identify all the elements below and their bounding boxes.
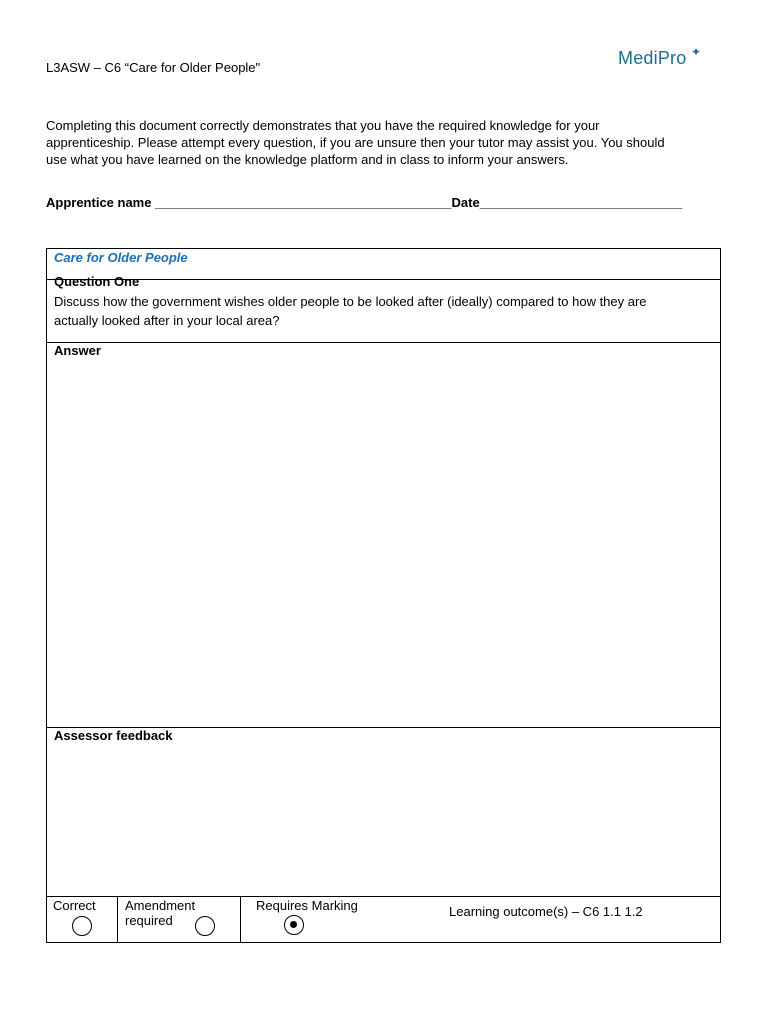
answer-text-area[interactable] [52,363,715,722]
date-field[interactable]: ____________________________ [479,195,683,210]
answer-label: Answer [54,343,101,358]
apprentice-name-label: Apprentice name [46,195,152,210]
requires-marking-label: Requires Marking [256,898,358,913]
answer-row [47,343,720,728]
intro-paragraph: Completing this document correctly demonstrates that you have the required knowledge for your apprenticeship. Please attempt every question, if you are unsure then your tutor may assist you. You should use what you have learned on the knowledge platform and in class to inform your answers. [46,118,665,167]
apprentice-name-line [46,195,682,210]
question-form-table [46,248,721,943]
section-title: Care for Older People [54,250,188,265]
section-row [47,249,720,280]
assessor-feedback-area[interactable] [52,748,715,891]
correct-radio[interactable] [72,916,92,936]
correct-label: Correct [53,898,96,913]
question-row [47,274,720,343]
question-label: Question One [54,274,140,289]
date-label: Date [451,195,480,210]
document-title: L3ASW – C6 “Care for Older People" [46,60,261,75]
amendment-radio[interactable] [195,916,215,936]
assessor-feedback-label: Assessor feedback [54,728,173,743]
question-text: Discuss how the government wishes older people to be looked after (ideally) compared to how they are actually looked after in your local area? [54,294,647,328]
requires-marking-cell [241,897,431,942]
logo-star-icon: ✦ [691,45,702,59]
correct-cell [47,897,118,942]
feedback-row [47,728,720,897]
amendment-label: Amendment required [125,898,196,928]
amendment-cell [118,897,241,942]
status-row [47,897,720,942]
apprentice-name-field[interactable]: _________________________________________ [155,195,452,210]
requires-marking-radio[interactable] [284,915,304,935]
medipro-logo: MediPro [618,48,687,68]
learning-outcome-text: Learning outcome(s) – C6 1.1 1.2 [449,904,643,919]
selected-dot-icon [290,921,297,928]
learning-outcome-cell [431,897,721,942]
